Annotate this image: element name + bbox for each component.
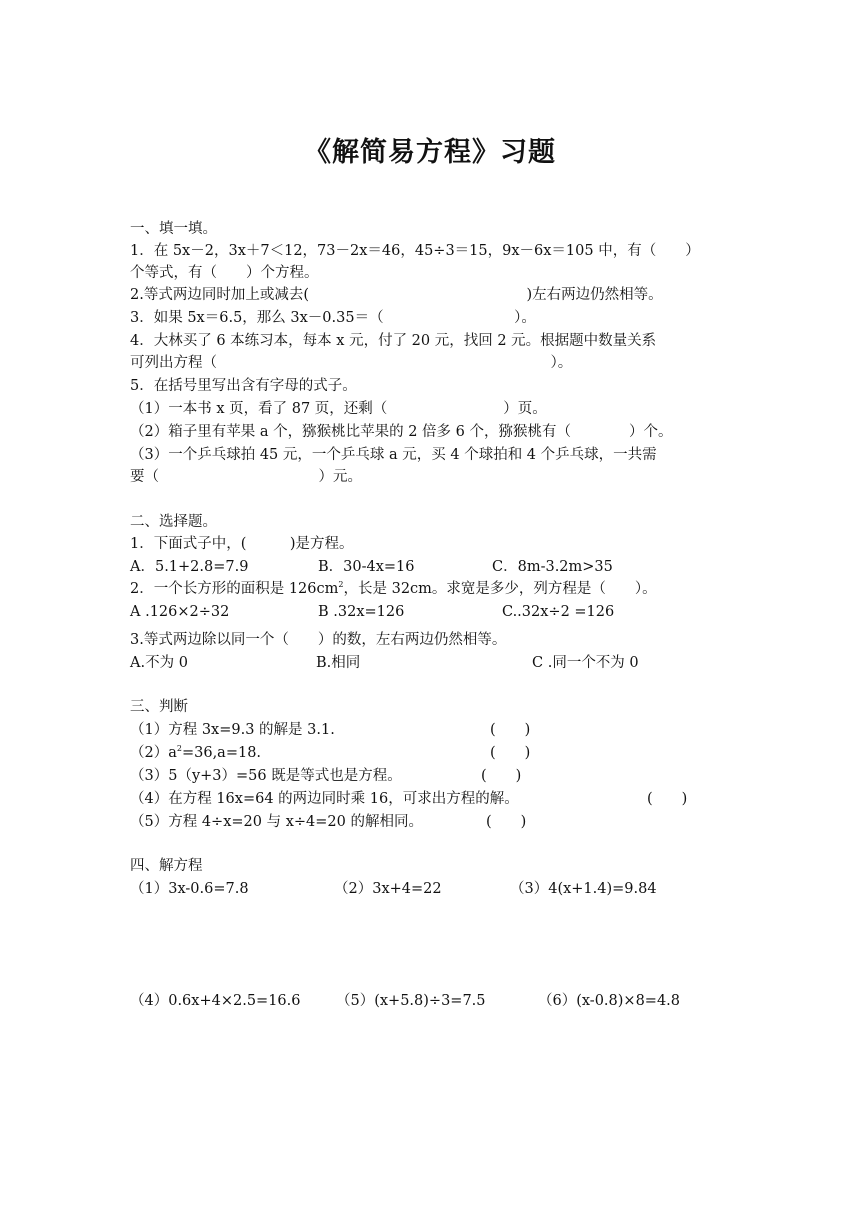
s1-question-5-part-3-line-2: 要（ ）元。	[130, 469, 362, 485]
s2-q2-option-c: C..32x÷2 =126	[502, 604, 615, 620]
s1-question-1-line-1: 1．在 5x－2，3x＋7＜12，73－2x＝46，45÷3＝15，9x－6x＝105 中，有（ ）	[130, 243, 700, 259]
s2-q2-text-pre: 2．一个长方形的面积是 126cm	[130, 581, 339, 597]
s2-question-3: 3.等式两边除以同一个（ ）的数，左右两边仍然相等。	[130, 632, 507, 648]
s2-question-2	[130, 579, 657, 599]
s1-question-4-line-1: 4．大林买了 6 本练习本，每本 x 元，付了 20 元，找回 2 元。根据题中数量关系	[130, 333, 657, 349]
s4-equation-5: （5）(x+5.8)÷3=7.5	[336, 993, 486, 1009]
s3-item-1-answer-paren: ( )	[490, 722, 531, 738]
superscript-2: 2	[176, 744, 182, 753]
section-3-heading: 三、判断	[130, 699, 188, 715]
section-2-heading: 二、选择题。	[130, 514, 217, 530]
s3-item-5: （5）方程 4÷x=20 与 x÷4=20 的解相同。	[130, 814, 423, 830]
s1-question-5-part-2: （2）箱子里有苹果 a 个，猕猴桃比苹果的 2 倍多 6 个，猕猴桃有（ ）个。	[130, 424, 673, 440]
s2-q2-option-a: A .126×2÷32	[130, 604, 230, 620]
s1-question-4-line-2: 可列出方程（ ）。	[130, 355, 573, 371]
s4-equation-3: （3）4(x+1.4)=9.84	[510, 881, 657, 897]
s3-item-2-text-pre: （2）a	[130, 745, 177, 761]
s3-item-2	[130, 743, 261, 763]
superscript-2: 2	[338, 580, 344, 589]
s1-question-5-part-3-line-1: （3）一个乒乓球拍 45 元，一个乒乓球 a 元，买 4 个球拍和 4 个乒乓球，一共需	[130, 447, 657, 463]
s2-q1-option-a: A．5.1+2.8=7.9	[130, 559, 249, 575]
s3-item-5-answer-paren: ( )	[486, 814, 527, 830]
s3-item-2-answer-paren: ( )	[490, 745, 531, 761]
s1-question-5-part-1: （1）一本书 x 页，看了 87 页，还剩（ ）页。	[130, 401, 547, 417]
s1-question-5: 5．在括号里写出含有字母的式子。	[130, 378, 357, 394]
s3-item-3-answer-paren: ( )	[481, 768, 522, 784]
s3-item-4: （4）在方程 16x=64 的两边同时乘 16，可求出方程的解。	[130, 791, 519, 807]
s3-item-2-text-post: =36,a=18.	[181, 745, 262, 761]
s3-item-1: （1）方程 3x=9.3 的解是 3.1.	[130, 722, 335, 738]
s3-item-3: （3）5（y+3）=56 既是等式也是方程。	[130, 768, 402, 784]
s2-q1-option-c: C．8m-3.2m>35	[492, 559, 613, 575]
s2-q2-option-b: B .32x=126	[318, 604, 405, 620]
s2-q3-option-b: B.相同	[316, 655, 361, 671]
s1-question-3: 3．如果 5x＝6.5，那么 3x－0.35＝（ ）。	[130, 310, 536, 326]
s1-question-2: 2.等式两边同时加上或减去( )左右两边仍然相等。	[130, 287, 663, 303]
s2-q3-option-a: A.不为 0	[130, 655, 188, 671]
s4-equation-6: （6）(x-0.8)×8=4.8	[538, 993, 681, 1009]
s3-item-4-answer-paren: ( )	[647, 791, 688, 807]
s4-equation-2: （2）3x+4=22	[334, 881, 442, 897]
s4-equation-4: （4）0.6x+4×2.5=16.6	[130, 993, 301, 1009]
page-title: 《解简易方程》习题	[304, 137, 556, 168]
section-4-heading: 四、解方程	[130, 858, 203, 874]
s2-q3-option-c: C .同一个不为 0	[532, 655, 639, 671]
s2-q2-text-post: ，长是 32cm。求宽是多少，列方程是（ ）。	[343, 581, 657, 597]
s1-question-1-line-2: 个等式，有（ ）个方程。	[130, 265, 319, 281]
s2-question-1: 1．下面式子中，( )是方程。	[130, 536, 354, 552]
section-1-heading: 一、填一填。	[130, 221, 217, 237]
s2-q1-option-b: B．30-4x=16	[318, 559, 415, 575]
s4-equation-1: （1）3x-0.6=7.8	[130, 881, 249, 897]
